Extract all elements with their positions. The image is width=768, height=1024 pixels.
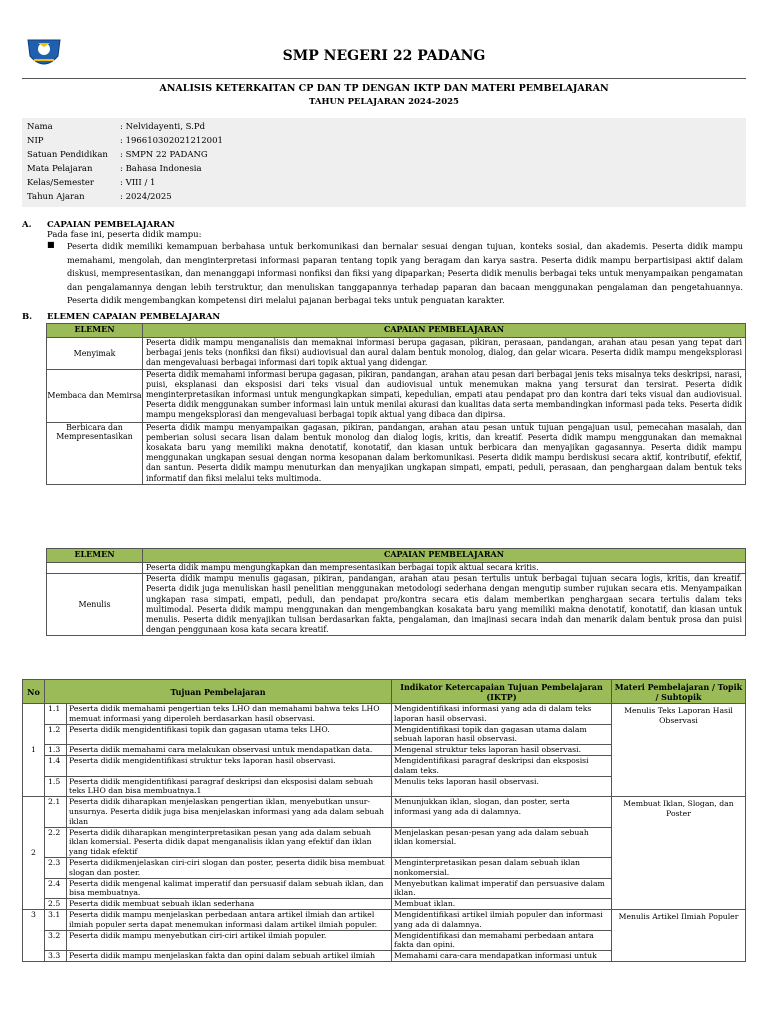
- tujuan-pembelajaran-table: [22, 679, 746, 962]
- section-heading: [22, 312, 746, 322]
- elemen-cell: Membaca dan Memirsa: [47, 369, 143, 422]
- header-divider: [22, 78, 746, 79]
- info-key: Mata Pelajaran: [27, 164, 93, 174]
- school-name: SMP NEGERI 22 PADANG: [282, 48, 486, 64]
- column-header-elemen: ELEMEN: [47, 324, 143, 338]
- tp-number: 2.4: [45, 878, 67, 899]
- cp-cell: Peserta didik mampu menyampaikan gagasan, pikiran, pandangan, arahan atau pesan untuk tujuan pengajuan usul, pemecahan masalah, dan pemberian solusi secara lisan dalam bentuk monolog dan dialog logis, kritis, dan kreatif. Peserta didik mampu menggunakan dan memaknai kosakata baru yang memiliki makna denotatif, konotatif, dan kiasan untuk berbicara dan menyajikan gagasannya. Peserta didik mampu menggunakan ungkapan sesuai dengan norma kesopanan dalam berkomunikasi. Peserta didik mampu berdiskusi secara aktif, kontributif, efektif, dan santun. Peserta didik mampu menuturkan dan menyajikan ungkapan simpati, empati, peduli, perasaan, dan penghargaan dalam bentuk teks informatif dan fiksi melalui teks multimoda.: [143, 422, 746, 484]
- info-row: [27, 162, 741, 176]
- tp-number: 3.1: [45, 909, 67, 930]
- bullet-marker-icon: ■: [47, 240, 55, 249]
- info-key: Kelas/Semester: [27, 178, 94, 188]
- cp-cell: Peserta didik mampu mengungkapkan dan mempresentasikan berbagai topik aktual secara kritis.: [143, 563, 746, 574]
- tp-text: Peserta didik memahami pengertian teks LHO dan memahami bahwa teks LHO memuat informasi yang diperoleh berdasarkan hasil observasi.: [67, 704, 392, 725]
- section-heading: [22, 220, 746, 230]
- table-row: [47, 422, 746, 484]
- info-key: NIP: [27, 136, 44, 146]
- table-row: [47, 369, 746, 422]
- table-row: [23, 797, 746, 827]
- cp-bullet: [47, 240, 746, 308]
- tp-number: 1.5: [45, 776, 67, 797]
- column-header-no: No: [23, 680, 45, 704]
- iktp-text: Menjelaskan pesan-pesan yang ada dalam sebuah iklan komersial.: [392, 827, 612, 857]
- tp-number: 2.3: [45, 857, 67, 878]
- iktp-text: Mengidentifikasi paragraf deskripsi dan eksposisi dalam teks.: [392, 755, 612, 776]
- info-key: Satuan Pendidikan: [27, 150, 108, 160]
- cp-bullet-text: Peserta didik memiliki kemampuan berbahasa untuk berkomunikasi dan bernalar sesuai dengan tujuan, konteks sosial, dan akademis. Peserta didik mampu memahami, mengolah, dan menginterpretasi informasi paparan tentang topik yang beragam dan karya sastra. Peserta didik mampu berpartisipasi aktif dalam diskusi, mempresentasikan, dan menanggapi informasi nonfiksi dan fiksi yang dipaparkan; Peserta didik menulis berbagai teks untuk menyampaikan pengamatan dan pengalamannya dengan lebih terstruktur, dan menuliskan tanggapannya terhadap paparan dan bacaan menggunakan pengalaman dan pengetahuannya. Peserta didik mengembangkan kompetensi diri melalui pajanan berbagai teks untuk penguatan karakter.: [67, 241, 743, 305]
- iktp-text: Menunjukkan iklan, slogan, dan poster, serta informasi yang ada di dalamnya.: [392, 797, 612, 827]
- tp-text: Peserta didikmenjelaskan ciri-ciri slogan dan poster, peserta didik bisa membuat slogan dan poster.: [67, 857, 392, 878]
- tp-text: Peserta didik mampu menjelaskan perbedaan antara artikel ilmiah dan artikel ilmiah populer serta dapat menemukan informasi dalam artikel ilmiah populer.: [67, 909, 392, 930]
- table-row: [47, 574, 746, 636]
- iktp-text: Menyebutkan kalimat imperatif dan persuasive dalam iklan.: [392, 878, 612, 899]
- tp-number: 3.3: [45, 951, 67, 962]
- info-value: : 196610302021212001: [120, 136, 223, 146]
- materi-cell: Menulis Teks Laporan Hasil Observasi: [612, 704, 746, 797]
- cp-cell: Peserta didik mampu menulis gagasan, pikiran, pandangan, arahan atau pesan tertulis untuk berbagai tujuan secara logis, kritis, dan kreatif. Peserta didik juga menuliskan hasil penelitian menggunakan metodologi sederhana dengan mengutip sumber rujukan secara etis. Menyampaikan ungkapan rasa simpati, empati, peduli, dan pendapat pro/kontra secara etis dalam memberikan penghargaan secara tertulis dalam teks multimodal. Peserta didik mampu menggunakan dan mengembangkan kosakata baru yang memiliki makna denotatif, konotatif, dan kiasan untuk menulis. Peserta didik menyajikan tulisan berdasarkan fakta, pengalaman, dan imajinasi secara indah dan menarik dalam bentuk prosa dan puisi dengan penggunaan kosa kata secara kreatif.: [143, 574, 746, 636]
- tp-number: 1.3: [45, 745, 67, 756]
- tp-text: Peserta didik mampu menjelaskan fakta dan opini dalam sebuah artikel ilmiah: [67, 951, 392, 962]
- tp-number: 2.2: [45, 827, 67, 857]
- info-row: [27, 190, 741, 204]
- tp-number: 2.5: [45, 899, 67, 910]
- table-row: [47, 563, 746, 574]
- iktp-text: Mengidentifikasi artikel ilmiah populer dan informasi yang ada di dalamnya.: [392, 909, 612, 930]
- section-intro: Pada fase ini, peserta didik mampu:: [47, 230, 202, 240]
- cp-cell: Peserta didik memahami informasi berupa gagasan, pikiran, pandangan, arahan atau pesan dari berbagai jenis teks misalnya teks deskripsi, narasi, puisi, eksplanasi dan eksposisi dari teks visual dan audiovisual untuk menemukan makna yang tersurat dan tersirat. Peserta didik menginterpretasikan informasi untuk mengungkapkan simpati, kepedulian, empati atau pendapat pro dan kontra dari teks visual dan audiovisual. Peserta didik menggunakan sumber informasi lain untuk menilai akurasi dan kualitas data serta membandingkan informasi pada teks. Peserta didik mampu mengeksplorasi dan mengevaluasi berbagai topik aktual yang dibaca dan dipirsa.: [143, 369, 746, 422]
- document-title: ANALISIS KETERKAITAN CP DAN TP DENGAN IKTP DAN MATERI PEMBELAJARAN: [159, 83, 609, 94]
- info-row: [27, 148, 741, 162]
- iktp-text: Memahami cara-cara mendapatkan informasi untuk: [392, 951, 612, 962]
- tp-number: 1.4: [45, 755, 67, 776]
- tp-text: Peserta didik membuat sebuah iklan sederhana: [67, 899, 392, 910]
- tp-text: Peserta didik diharapkan menginterpretasikan pesan yang ada dalam sebuah iklan komersial. Peserta didik dapat menganalisis iklan yang efektif dan iklan yang tidak efektif: [67, 827, 392, 857]
- elemen-table-1: [46, 323, 746, 485]
- info-value: : VIII / 1: [120, 178, 156, 188]
- iktp-text: Mengidentifikasi informasi yang ada di dalam teks laporan hasil observasi.: [392, 704, 612, 725]
- iktp-text: Mengidentifikasi dan memahami perbedaan antara fakta dan opini.: [392, 930, 612, 951]
- row-number: 2: [23, 797, 45, 910]
- tp-text: Peserta didik diharapkan menjelaskan pengertian iklan, menyebutkan unsur-unsurnya. Peserta didik juga bisa menjelaskan informasi yang ada dalam sebuah iklan: [67, 797, 392, 827]
- tp-text: Peserta didik mengidentifikasi paragraf deskripsi dan eksposisi dalam sebuah teks LHO dan bisa membuatnya.1: [67, 776, 392, 797]
- section-elemen-cp: [22, 312, 746, 322]
- table-row: [23, 704, 746, 725]
- column-header-cp: CAPAIAN PEMBELAJARAN: [143, 549, 746, 563]
- tp-text: Peserta didik mengidentifikasi topik dan gagasan utama teks LHO.: [67, 724, 392, 745]
- tp-text: Peserta didik mampu menyebutkan ciri-ciri artikel ilmiah populer.: [67, 930, 392, 951]
- iktp-text: Mengenal struktur teks laporan hasil observasi.: [392, 745, 612, 756]
- tp-text: Peserta didik memahami cara melakukan observasi untuk mendapatkan data.: [67, 745, 392, 756]
- academic-year: TAHUN PELAJARAN 2024-2025: [309, 97, 459, 107]
- info-key: Tahun Ajaran: [27, 192, 85, 202]
- elemen-cell: Menyimak: [47, 338, 143, 370]
- iktp-text: Menginterpretasikan pesan dalam sebuah iklan nonkomersial.: [392, 857, 612, 878]
- tp-number: 1.1: [45, 704, 67, 725]
- tp-text: Peserta didik mengenal kalimat imperatif dan persuasif dalam sebuah iklan, dan bisa membuatnya.: [67, 878, 392, 899]
- table-row: [23, 909, 746, 930]
- info-key: Nama: [27, 122, 53, 132]
- column-header-materi: Materi Pembelajaran / Topik / Subtopik: [612, 680, 746, 704]
- column-header-tp: Tujuan Pembelajaran: [45, 680, 392, 704]
- tp-number: 3.2: [45, 930, 67, 951]
- elemen-cell: Berbicara dan Mempresentasikan: [47, 422, 143, 484]
- cp-cell: Peserta didik mampu menganalisis dan memaknai informasi berupa gagasan, pikiran, perasaan, pandangan, arahan atau pesan yang tepat dari berbagai jenis teks (nonfiksi dan fiksi) audiovisual dan aural dalam bentuk monolog, dialog, dan gelar wicara. Peserta didik mampu mengeksplorasi dan mengevaluasi berbagai informasi dari topik aktual yang didengar.: [143, 338, 746, 370]
- column-header-iktp: Indikator Ketercapaian Tujuan Pembelajaran (IKTP): [392, 680, 612, 704]
- info-value: : Bahasa Indonesia: [120, 164, 202, 174]
- info-value: : Nelvidayenti, S.Pd: [120, 122, 206, 132]
- iktp-text: Mengidentifikasi topik dan gagasan utama dalam sebuah laporan hasil observasi.: [392, 724, 612, 745]
- column-header-cp: CAPAIAN PEMBELAJARAN: [143, 324, 746, 338]
- tp-number: 2.1: [45, 797, 67, 827]
- tp-text: Peserta didik mengidentifikasi struktur teks laporan hasil observasi.: [67, 755, 392, 776]
- info-value: : SMPN 22 PADANG: [120, 150, 208, 160]
- row-number: 1: [23, 704, 45, 797]
- iktp-text: Membuat iklan.: [392, 899, 612, 910]
- info-row: [27, 134, 741, 148]
- elemen-table-2: [46, 548, 746, 636]
- materi-cell: Membuat Iklan, Slogan, dan Poster: [612, 797, 746, 910]
- section-title: CAPAIAN PEMBELAJARAN: [47, 220, 175, 230]
- section-title: ELEMEN CAPAIAN PEMBELAJARAN: [47, 312, 221, 322]
- info-row: [27, 176, 741, 190]
- info-row: [27, 120, 741, 134]
- column-header-elemen: ELEMEN: [47, 549, 143, 563]
- info-value: : 2024/2025: [120, 192, 172, 202]
- row-number: 3: [23, 909, 45, 961]
- section-letter: A.: [22, 220, 32, 230]
- elemen-cell: [47, 563, 143, 574]
- elemen-cell: Menulis: [47, 574, 143, 636]
- tp-number: 1.2: [45, 724, 67, 745]
- materi-cell: Menulis Artikel Ilmiah Populer: [612, 909, 746, 961]
- teacher-info-box: [22, 118, 746, 207]
- section-capaian-pembelajaran: [22, 220, 746, 308]
- section-letter: B.: [22, 312, 33, 322]
- table-row: [47, 338, 746, 370]
- iktp-text: Menulis teks laporan hasil observasi.: [392, 776, 612, 797]
